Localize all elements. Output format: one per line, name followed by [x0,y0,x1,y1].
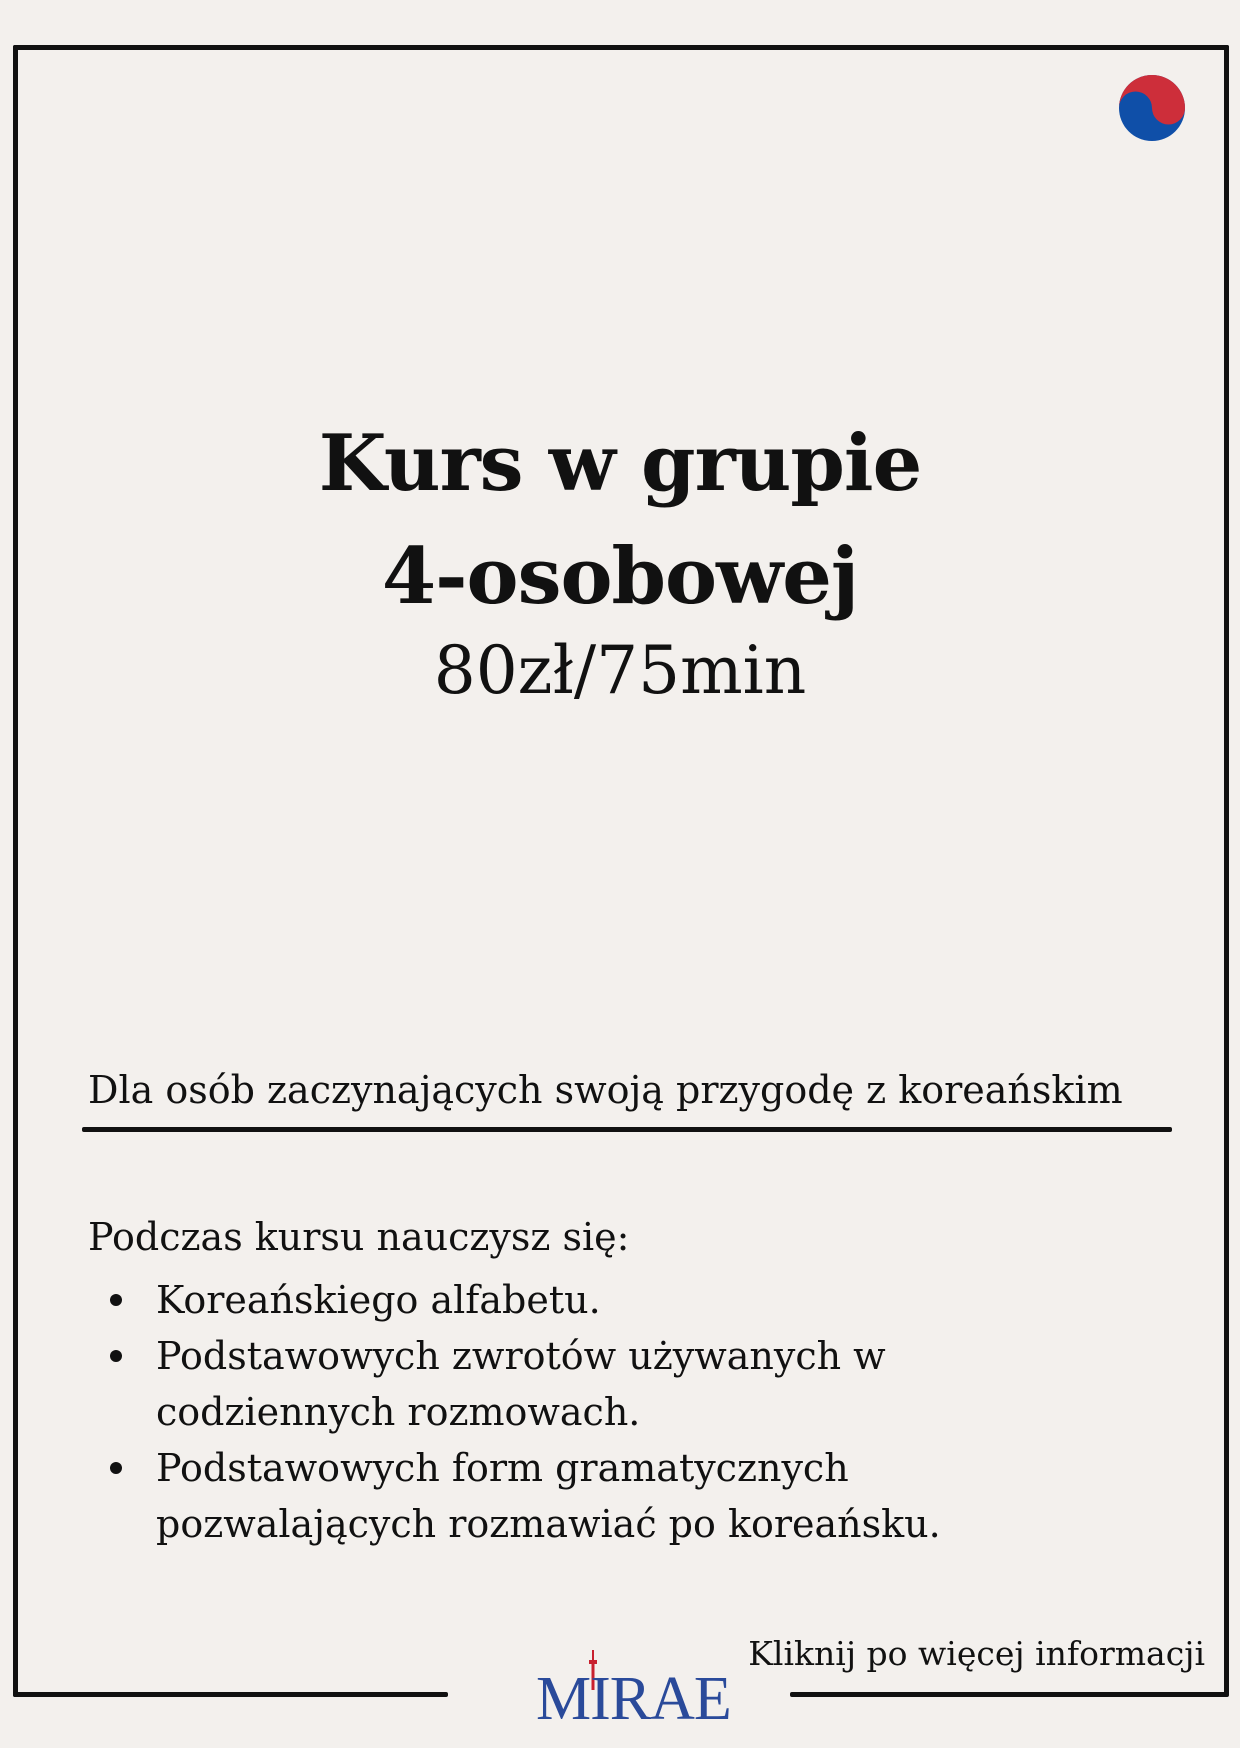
list-item-text: Koreańskiego alfabetu. [156,1278,601,1322]
bullet-icon [110,1294,122,1306]
taegeuk-icon [1119,75,1185,141]
price-label: 80zł/75min [433,632,807,709]
frame-right-border [1224,45,1229,1695]
learning-intro: Podczas kursu nauczysz się: [88,1215,630,1259]
page-title-line-2: 4-osobowej [381,531,859,622]
list-item [88,1272,1108,1328]
frame-top-border [13,45,1229,50]
frame-left-border [13,45,18,1697]
frame-bottom-border-left [13,1692,448,1697]
bullet-icon [110,1462,122,1474]
bullet-icon [110,1350,122,1362]
more-info-link[interactable]: Kliknij po więcej informacji [748,1634,1205,1673]
list-item [88,1328,1108,1440]
list-item-text: Podstawowych form gramatycznych pozwalających rozmawiać po koreańsku. [156,1446,941,1546]
audience-description: Dla osób zaczynających swoją przygodę z koreańskim [88,1068,1123,1112]
list-item-text: Podstawowych zwrotów używanych w codziennych rozmowach. [156,1334,886,1434]
list-item [88,1440,1108,1552]
mirae-logo [536,1650,731,1733]
learning-list [88,1272,1108,1552]
section-divider [82,1127,1172,1132]
frame-bottom-border-right [790,1692,1229,1697]
logo-wordmark: MIRAE [536,1665,731,1733]
page-title-line-1: Kurs w grupie [318,418,922,509]
